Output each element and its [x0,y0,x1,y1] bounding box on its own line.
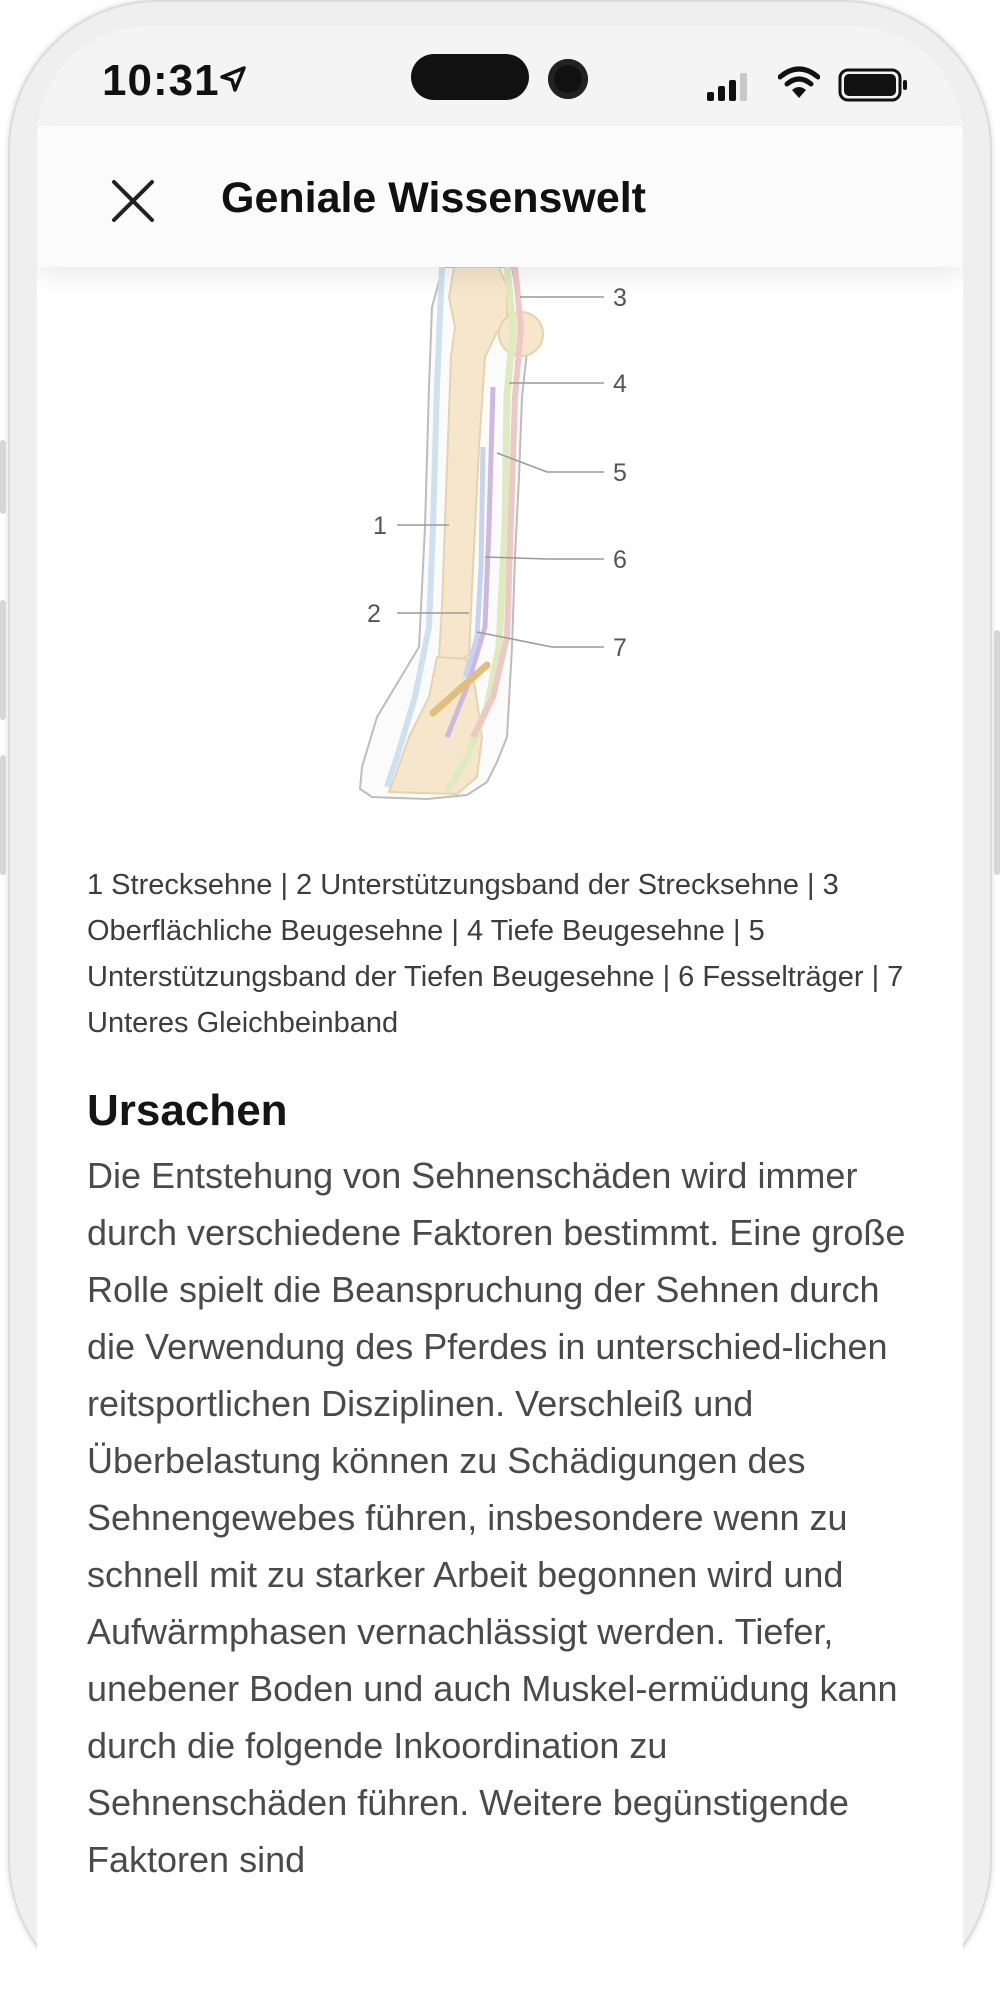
dynamic-island [411,54,529,100]
page-title: Geniale Wissenswelt [221,174,647,222]
diagram-label-7: 7 [613,634,627,662]
diagram-label-5: 5 [613,459,627,487]
diagram-label-3: 3 [613,284,627,312]
front-camera [548,59,588,99]
horse-leg-tendon-diagram [37,267,963,827]
phone-side-button [994,630,1000,875]
diagram-label-2: 2 [367,600,381,628]
app-header [37,126,963,267]
status-time: 10:31 [102,56,220,105]
diagram-label-1: 1 [373,512,387,540]
battery-icon [838,68,910,102]
status-bar [37,26,963,126]
close-icon[interactable] [109,177,157,225]
cellular-signal-icon [707,73,751,101]
location-arrow-icon [219,65,247,93]
wifi-icon [778,66,820,100]
diagram-caption: 1 Strecksehne | 2 Unterstützungsband der Strecksehne | 3 Oberflächliche Beugesehne | 4 Tiefe Beugesehne | 5 Unterstützungsband der Tiefen Beugesehne | 6 Fesselträger | 7 Unteres Gleichbeinband [87,869,904,1039]
diagram-label-6: 6 [613,546,627,574]
section-body: Die Entstehung von Sehnenschäden wird immer durch verschiedene Faktoren bestimmt. Eine große Rolle spielt die Beanspruchung der Sehnen durch die Verwendung des Pferdes in unterschied-lichen reitsportlichen Disziplinen. Verschleiß und Überbelastung können zu Schädigungen des Sehnengewebes führen, insbesondere wenn zu schnell mit zu starker Arbeit begonnen wird und Aufwärmphasen vernachlässigt werden. Tiefer, unebener Boden und auch Muskel-ermüdung kann durch die folgende Inkoordination zu Sehnenschäden führen. Weitere begünstigende Faktoren sind [87,1155,906,1880]
phone-side-button [0,600,6,720]
section-heading: Ursachen [87,1086,288,1135]
phone-side-button [0,755,6,875]
article-content [37,267,963,2009]
screen [37,26,963,2009]
phone-side-button [0,440,6,514]
diagram-label-4: 4 [613,370,627,398]
